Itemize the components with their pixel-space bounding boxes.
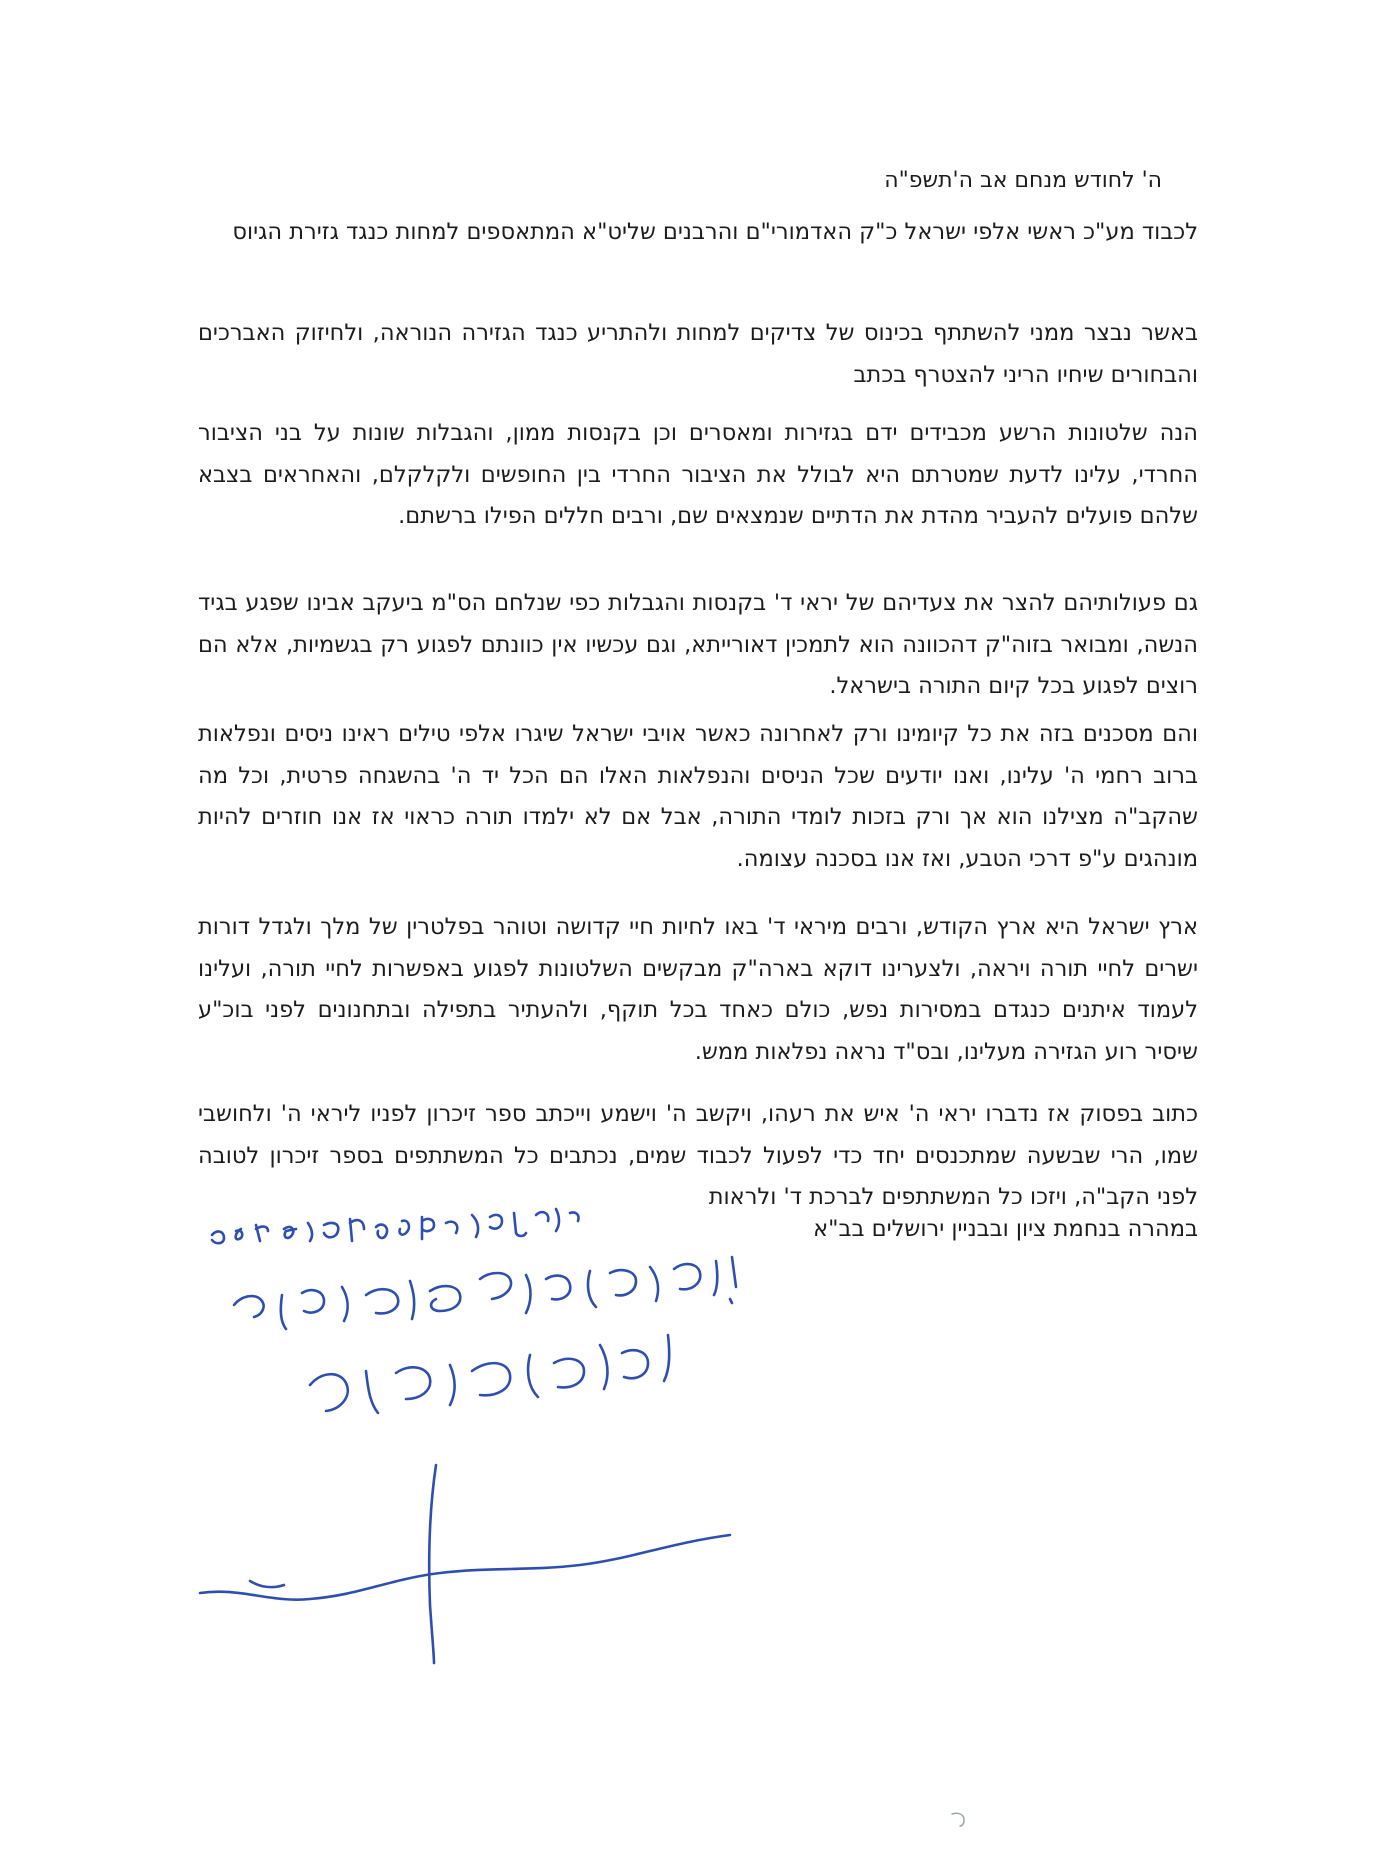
letter-paragraph-5: כתוב בפסוק אז נדברו יראי ה' איש את רעהו, ויקשב ה' וישמע וייכתב ספר זיכרון לפניו ליראי ה' ולחושבי שמו, הרי שבשעה שמתכנסים יחד כדי לפעול לכבוד שמים, נכתבים כל המשתתפים בספר זיכרון לטובה לפני הקב"ה, ויזכו כל המשתתפים לברכת ד' ולראות xyxy=(198,1101,1198,1210)
handwritten-note-and-signature xyxy=(190,1195,830,1665)
signature-flourish xyxy=(200,1465,730,1663)
letter-signoff: במהרה בנחמת ציון ובבניין ירושלים בב"א xyxy=(813,1216,1198,1242)
letter-paragraph-4: ארץ ישראל היא ארץ הקודש, ורבים מיראי ד' באו לחיות חיי קדושה וטוהר בפלטרין של מלך ולגדל דורות ישרים לחיי תורה ויראה, ולצערינו דוקא בארה"ק מבקשים השלטונות לפגוע באפשרות לחיי תורה, ועלינו לעמוד איתנים כנגדם במסירות נפש, כולם כאחד בכל תוקף, ולהעתיר בתפילה ובתחנונים לפני בוכ"ע שיסיר רוע הגזירה מעלינו, ובס"ד נראה נפלאות ממש. xyxy=(198,914,1198,1065)
letter-paragraph-3: והם מסכנים בזה את כל קיומינו ורק לאחרונה כאשר אויבי ישראל שיגרו אלפי טילים ראינו ניסים ונפלאות ברוב רחמי ה' עלינו, ואנו יודעים שכל הניסים והנפלאות האלו הם הכל יד ה' בהשגחה פרטית, וכל מה שהקב"ה מצילנו הוא אך ורק בזכות לומדי התורה, אבל אם לא ילמדו תורה כראוי אז אנו חוזרים להיות מונהגים ע"פ דרכי הטבע, ואז אנו בסכנה עצומה. xyxy=(198,721,1198,872)
signature-name xyxy=(310,1335,669,1413)
handwritten-note-line-1 xyxy=(212,1209,579,1243)
letter-paragraph-1: הנה שלטונות הרשע מכבידים ידם בגזירות ומאסרים וכן בקנסות ממון, והגבלות שונות על בני הציבור החרדי, עלינו לדעת שמטרתם היא לבולל את הציבור החרדי בין החופשים ולקלקלם, והאחראים בצבא שלהם פועלים להעביר מהדת את הדתיים שנמצאים שם, ורבים חללים הפילו ברשתם. xyxy=(198,420,1198,529)
handwriting-drawing xyxy=(190,1195,830,1665)
letter-reason: באשר נבצר ממני להשתתף בכינוס של צדיקים למחות ולהתריע כנגד הגזירה הנוראה, ולחיזוק האברכים והבחורים שיחיו הריני להצטרף בכתב xyxy=(198,320,1198,388)
letter-date: ה' לחודש מנחם אב ה'תשפ"ה xyxy=(884,168,1162,193)
scan-mark xyxy=(948,1810,972,1828)
letter-address: לכבוד מע"כ ראשי אלפי ישראל כ"ק האדמורי"ם והרבנים שליט"א המתאספים למחות כנגד גזירת הגיוס xyxy=(232,219,1198,245)
handwritten-note-line-2 xyxy=(234,1257,736,1329)
letter-paragraph-2: גם פעולותיהם להצר את צעדיהם של יראי ד' בקנסות והגבלות כפי שנלחם הס"מ ביעקב אבינו שפגע בגיד הנשה, ומבואר בזוה"ק דהכוונה הוא לתמכין דאורייתא, וגם עכשיו אין כוונתם לפגוע רק בגשמיות, אלא הם רוצים לפגוע בכל קיום התורה בישראל. xyxy=(198,590,1198,699)
